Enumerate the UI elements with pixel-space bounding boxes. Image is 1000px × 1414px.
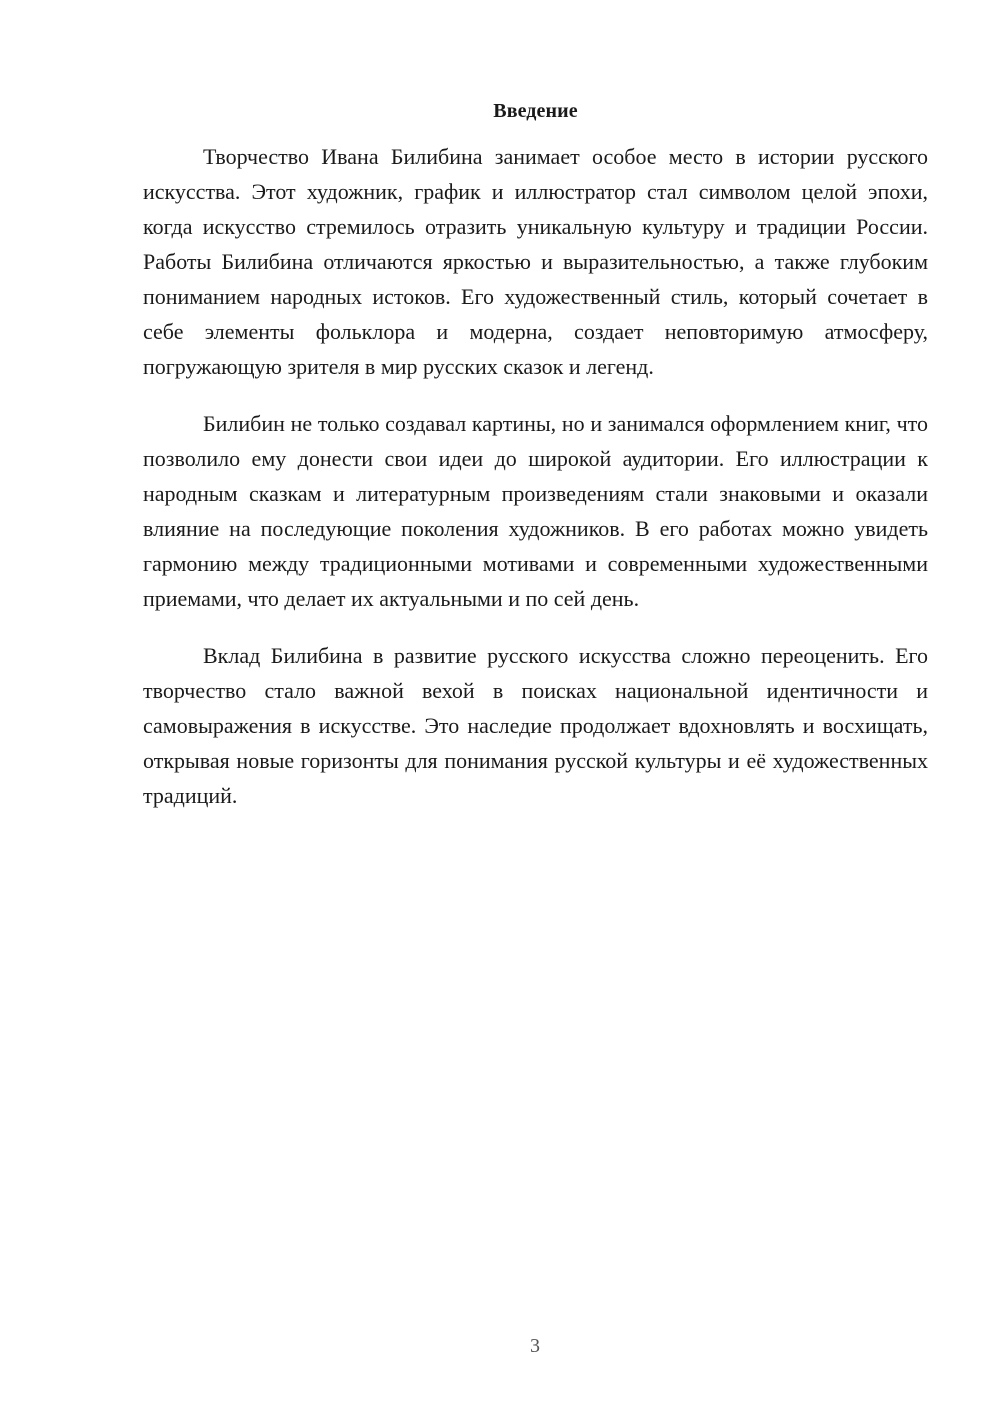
paragraph-2: Билибин не только создавал картины, но и занимался оформлением книг, что позволило ему донести свои идеи до широкой аудитории. Его иллюстрации к народным сказкам и литературным произведениям стали знаковыми и оказали влияние на последующие поколения художников. В его работах можно увидеть гармонию между традиционными мотивами и современными художественными приемами, что делает их актуальными и по сей день.	[143, 411, 928, 611]
page-number: 3	[530, 1335, 540, 1357]
paragraph-1: Творчество Ивана Билибина занимает особое место в истории русского искусства. Этот художник, график и иллюстратор стал символом целой эпохи, когда искусство стремилось отразить уникальную культуру и традиции России. Работы Билибина отличаются яркостью и выразительностью, а также глубоким пониманием народных истоков. Его художественный стиль, который сочетает в себе элементы фольклора и модерна, создает неповторимую атмосферу, погружающую зрителя в мир русских сказок и легенд.	[143, 144, 928, 379]
section-title: Введение	[493, 100, 578, 122]
paragraph-3: Вклад Билибина в развитие русского искусства сложно переоценить. Его творчество стало важной вехой в поисках национальной идентичности и самовыражения в искусстве. Это наследие продолжает вдохновлять и восхищать, открывая новые горизонты для понимания русской культуры и её художественных традиций.	[143, 643, 928, 808]
page-content	[143, 96, 928, 813]
